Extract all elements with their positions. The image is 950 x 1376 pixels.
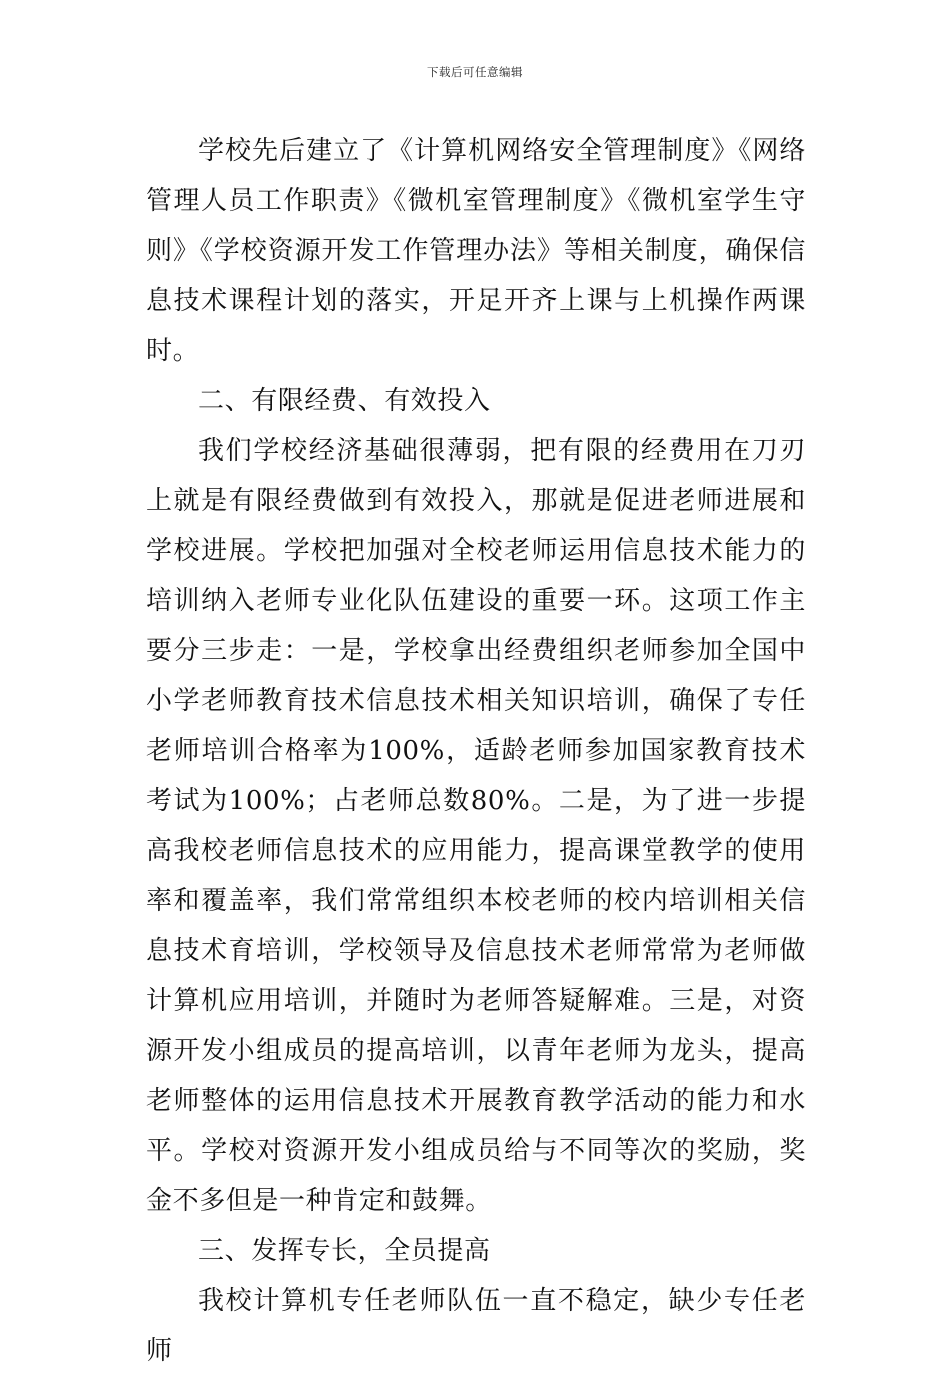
section-heading-limited-funds: 二、有限经费、有效投入 (198, 386, 491, 416)
section-heading-expertise: 三、发挥专长，全员提高 (198, 1236, 491, 1266)
document-body (146, 126, 806, 1376)
paragraph-regulations: 学校先后建立了《计算机网络安全管理制度》《网络管理人员工作职责》《微机室管理制度》《微机室学生守则》《学校资源开发工作管理办法》等相关制度，确保信息技术课程计划的落实，开足开齐上课与上机操作两课时。 (146, 136, 806, 366)
paragraph-teacher-team: 我校计算机专任老师队伍一直不稳定，缺少专任老师 (146, 1286, 806, 1366)
page-header-note: 下载后可任意编辑 (427, 65, 523, 79)
paragraph-funding-training: 我们学校经济基础很薄弱，把有限的经费用在刀刃上就是有限经费做到有效投入，那就是促进老师进展和学校进展。学校把加强对全校老师运用信息技术能力的培训纳入老师专业化队伍建设的重要一环。这项工作主要分三步走：一是，学校拿出经费组织老师参加全国中小学老师教育技术信息技术相关知识培训，确保了专任老师培训合格率为100%，适龄老师参加国家教育技术考试为100%；占老师总数80%。二是，为了进一步提高我校老师信息技术的应用能力，提高课堂教学的使用率和覆盖率，我们常常组织本校老师的校内培训相关信息技术育培训，学校领导及信息技术老师常常为老师做计算机应用培训，并随时为老师答疑解难。三是，对资源开发小组成员的提高培训，以青年老师为龙头，提高老师整体的运用信息技术开展教育教学活动的能力和水平。学校对资源开发小组成员给与不同等次的奖励，奖金不多但是一种肯定和鼓舞。 (146, 436, 806, 1216)
